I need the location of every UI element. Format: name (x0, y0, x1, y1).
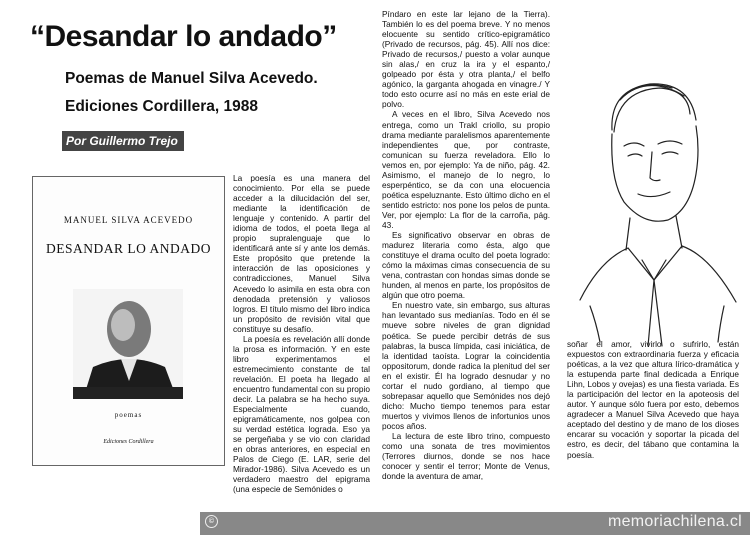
book-cover-genre: poemas (114, 411, 143, 419)
article-paragraph: soñar el amor, vivirlo o sufrirlo, están expuestos con extraordinaria fuerza y eficacia poéticas, a la vez que altura lírico-dramática y la estupenda parte final dedicada a Enrique Lihn, Lobos y ovejas) es una fiesta variada. Es la participación del lector en la apoteosis del autor. Y aunque sólo fuera por esto, debemos agradecer a Manuel Silva Acevedo que haya aceptado del destino y de mano de los dioses encarar su vocación y soportar la picada del estro, es decir, del tábano que contamina la poesía. (567, 339, 739, 460)
copyright-icon: © (205, 515, 218, 528)
book-cover-image (32, 176, 225, 466)
author-sketch-portrait (560, 70, 750, 350)
site-brand-link[interactable]: memoriachilena.cl (607, 513, 742, 530)
article-paragraph: La lectura de este libro trino, compuesto como una sonata de tres movimientos (Terrores diurnos, donde se nos hace conocer y sentir el terror; Monte de Venus, donde la aventura de amar, (382, 430, 550, 482)
article-subtitle-line2: Ediciones Cordillera, 1988 (65, 98, 258, 115)
footer-banner (200, 512, 750, 535)
author-photo-image (73, 289, 183, 399)
article-column-3 (567, 339, 739, 487)
article-subtitle-line1: Poemas de Manuel Silva Acevedo. (65, 70, 318, 87)
article-column-2 (382, 9, 550, 487)
book-cover-title: DESANDAR LO ANDADO (45, 241, 211, 256)
article-paragraph: Píndaro en este lar lejano de la Tierra). También lo es del poema breve. Y no menos elocuente su sentido crítico-epigramático (Privado de recursos, pág. 45). Allí nos dice: Privado de recursos,/ puesto a volar aunque sin alas,/ en cruz la ira y el espanto,/ golpeado por ésta y otra planta,/ el belfo agónico, la garganta ahogada en vinagre./ Y todo esto ocurre así no más en este erial de polvo. (382, 9, 550, 110)
article-headline: “Desandar lo andado” (30, 20, 337, 53)
article-column-1 (233, 173, 370, 495)
book-cover-publisher: Ediciones Cordillera (103, 439, 154, 445)
book-cover-author: MANUEL SILVA ACEVEDO (63, 215, 194, 225)
article-byline: Por Guillermo Trejo (62, 131, 184, 151)
article-paragraph: En nuestro vate, sin embargo, sus alturas han levantado sus medianías. Todo en él se mueve sobre niveles de gran dignidad poética. Se puede percibir detrás de sus palabras, la busca límpida, casi iniciática, de la identidad taoísta. Lograr la coincidentia oppositorum, donde radica la plenitud del ser en el existir. Él ha logrado desnudar y no cortar el nudo gordiano, al tiempo que sobrepasar aquello que Semónides nos dejó dicho: Mucho tiempo tenemos para estar muertos y vivimos llenos de infortunios unos pocos años. (382, 300, 550, 431)
article-paragraph: A veces en el libro, Silva Acevedo nos entrega, como un Trakl criollo, su propio drama mediante paralelismos aparentemente independientes que, por contraste, comunican su fuerza reveladora. Ello lo vemos en, por ejemplo: Ya de niño, pág. 42. Asimismo, el manejo de lo negro, lo esperpéntico, se da con una elocuencia poética espeluznante. Esto último dicho en el sentido estricto: nos pone los pelos de punta. Ver, por ejemplo: La flor de la carroña, pág. 43. (382, 109, 550, 230)
article-paragraph: Es significativo observar en obras de madurez literaria como ésta, algo que constituye el drama oculto del poeta logrado: cómo la máximas cimas consecuencia de su vena, contrastan con hondas simas donde se hunden, al menos en parte, los propósitos de algún que otro poema. (382, 230, 550, 301)
article-paragraph: La poesía es revelación allí donde la prosa es información. Y en este libro experimentamos el estremecimiento constante de tal revelación. El poeta ha llegado al encuentro fundamental con su propio decir. La palabra se ha hecho suya. Especialmente cuando, epigramáticamente, nos golpea con su verdad estética lograda. Eso ya se pergeñaba y se vio con claridad en obras anteriores, en especial en Palos de Ciego (E. LAR, serie del Mirador-1986). Silva Acevedo es un verdadero maestro del epigrama (una especie de Semónides o (233, 333, 370, 495)
article-paragraph: La poesía es una manera del conocimiento. Por ella se puede acceder a la dilucidación del ser, mediante la identificación de lenguaje y contenido. A partir del idioma de todos, el poeta llega al propio supralenguaje que lo identificará ante sí y ante los demás. Este propósito que pretende la interacción de las oposiciones y contradicciones, Manuel Silva Acevedo lo asimila en esta obra con denodada pretensión y valiosos logros. El título mismo del libro indica un propósito de revisión vital que constituye su desafío. (233, 173, 370, 334)
